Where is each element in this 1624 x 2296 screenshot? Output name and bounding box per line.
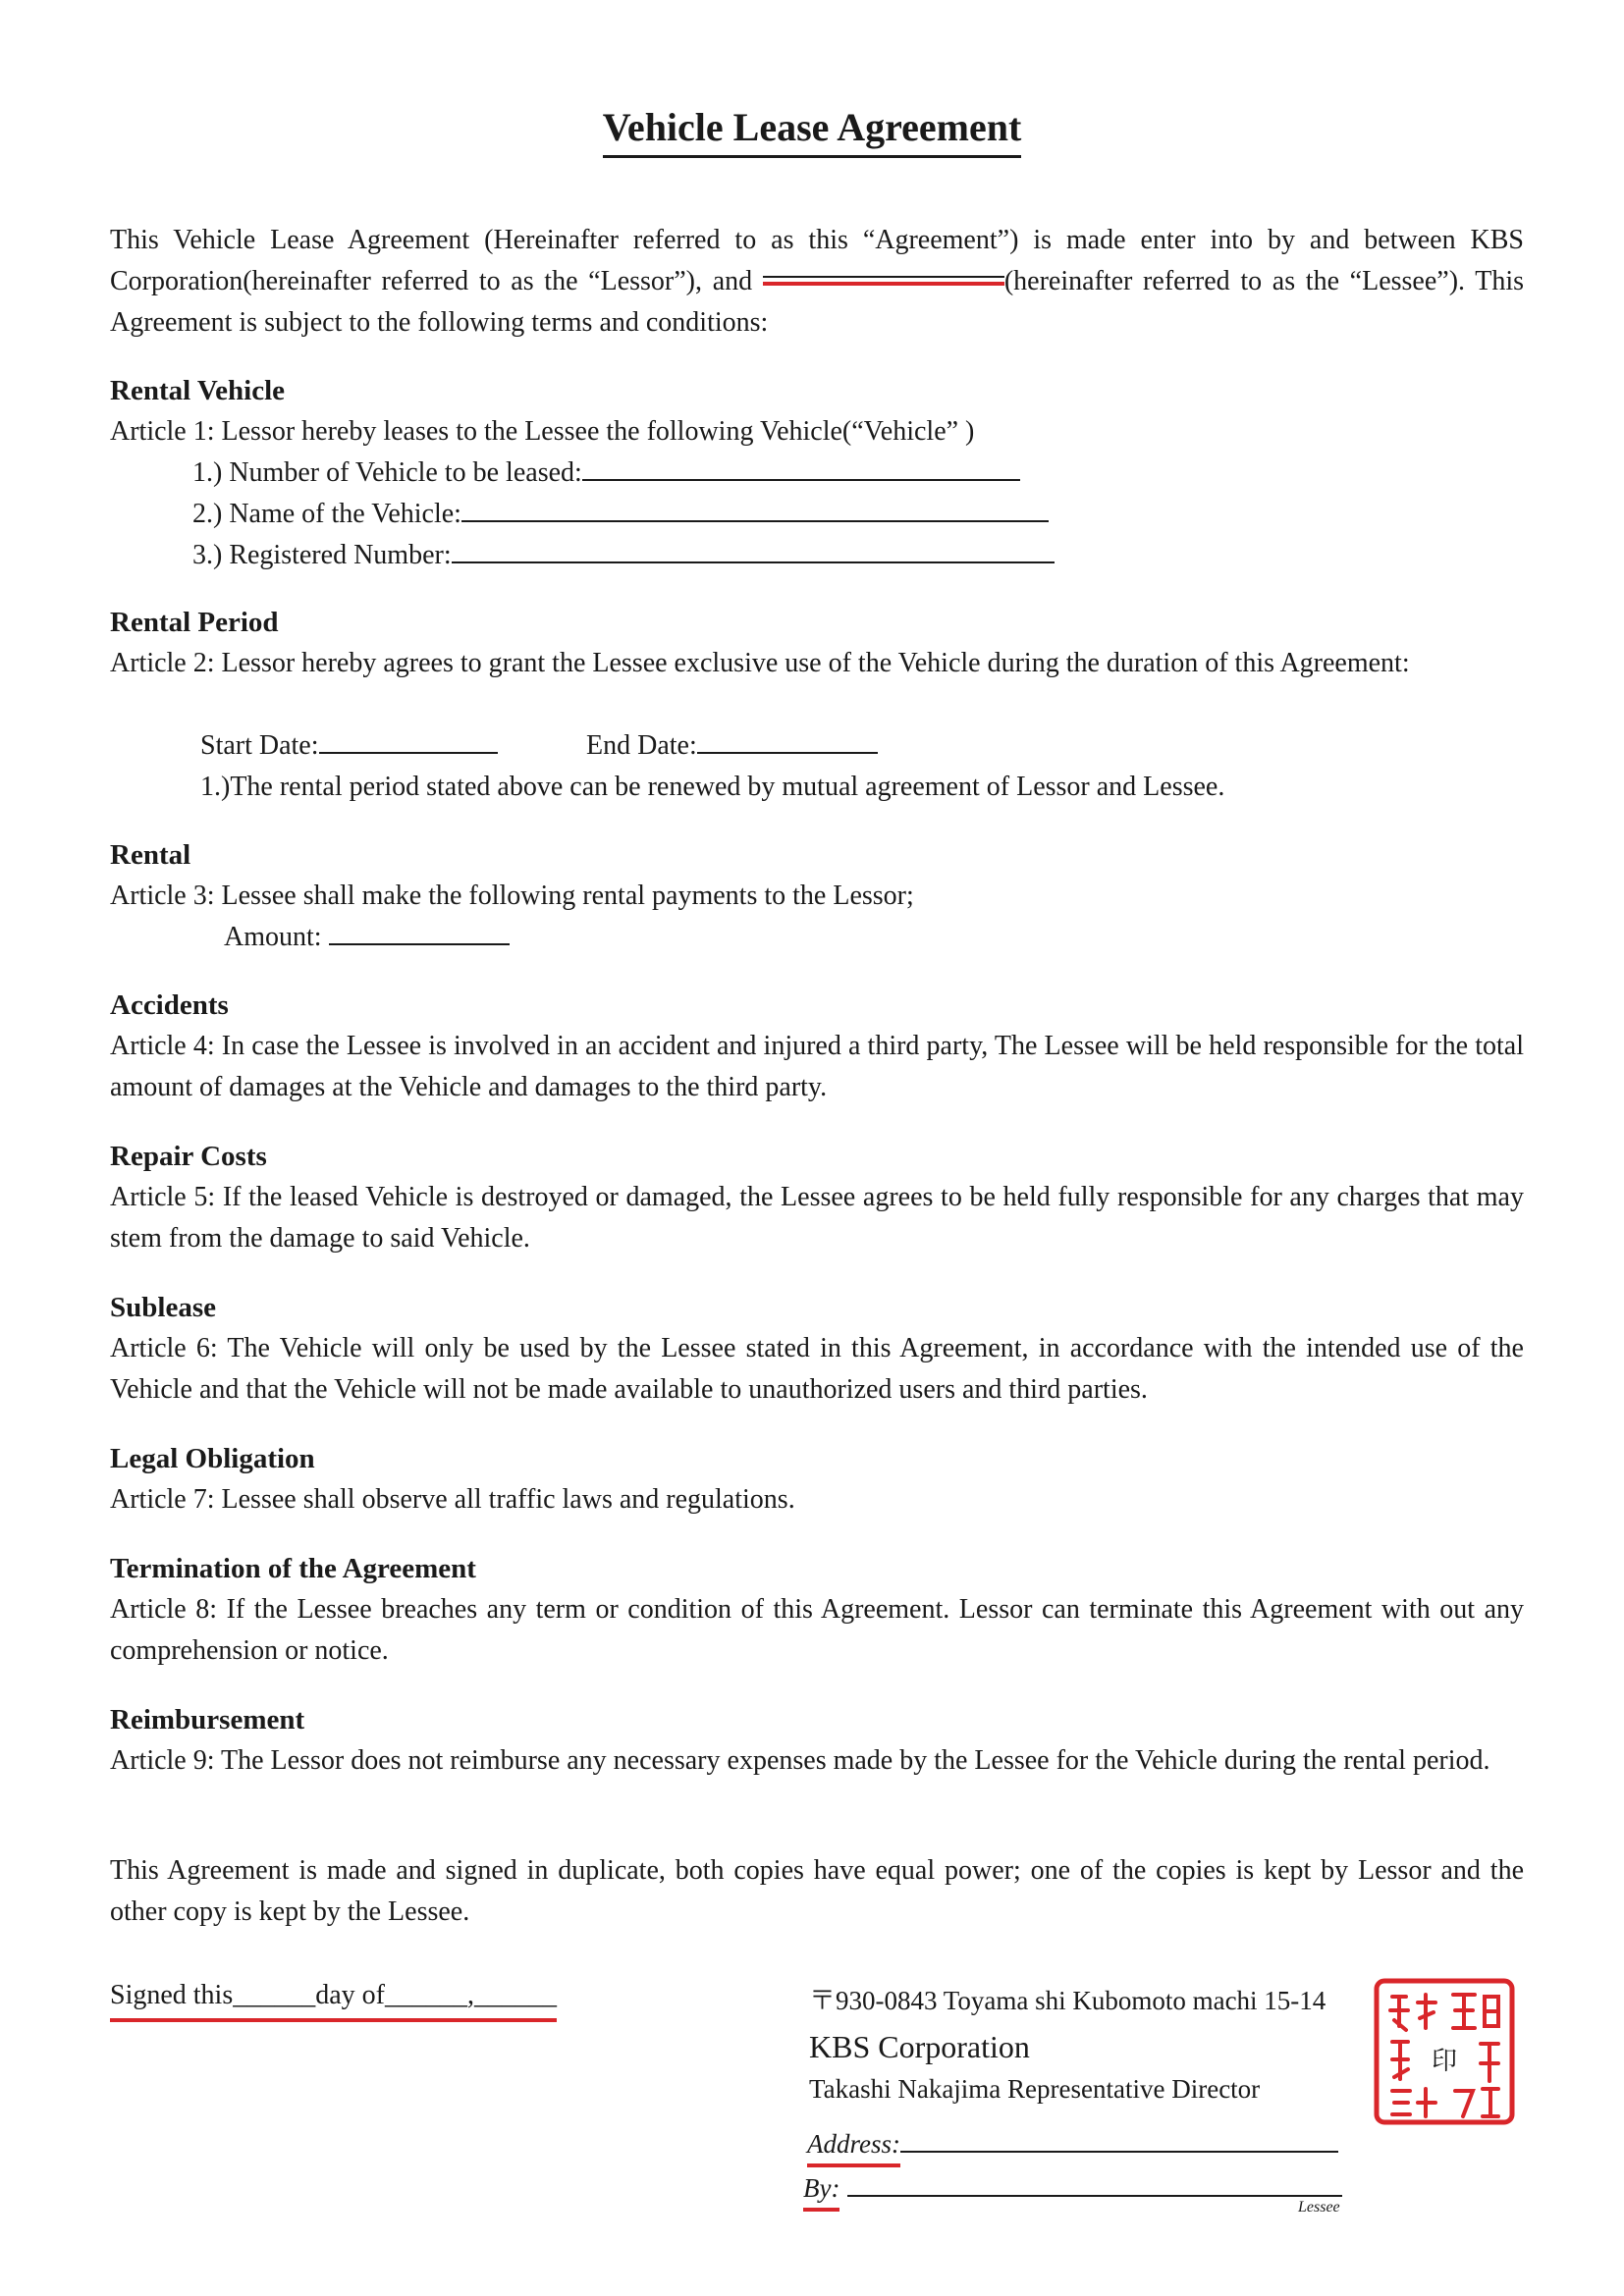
heading-termination: Termination of the Agreement xyxy=(110,1553,476,1584)
registered-number-label: 3.) Registered Number: xyxy=(192,540,452,570)
lessor-representative: Takashi Nakajima Representative Director xyxy=(809,2074,1261,2104)
vehicle-item-2 xyxy=(192,494,1049,535)
heading-accidents: Accidents xyxy=(110,989,229,1021)
article-6: Article 6: The Vehicle will only be used by the Lessee stated in this Agreement, in accordance with the intended use of the Vehicle and that the Vehicle will not be made available to unauthorized users and third parties. xyxy=(110,1333,1524,1405)
lessee-signature-blank[interactable] xyxy=(847,2171,1342,2197)
start-date-row xyxy=(200,725,498,767)
start-date-blank[interactable] xyxy=(319,726,498,754)
company-seal-stamp xyxy=(1371,1975,1518,2128)
lessee-address-blank[interactable] xyxy=(900,2127,1338,2153)
heading-repair-costs: Repair Costs xyxy=(110,1141,267,1172)
heading-rental: Rental xyxy=(110,839,191,871)
vehicle-name-blank[interactable] xyxy=(461,495,1049,522)
lessee-caption: Lessee xyxy=(1298,2199,1340,2216)
lessor-address: 〒930-0843 Toyama shi Kubomoto machi 15-14 xyxy=(809,1986,1326,2015)
article-7: Article 7: Lessee shall observe all traffic laws and regulations. xyxy=(110,1484,795,1515)
vehicle-count-label: 1.) Number of Vehicle to be leased: xyxy=(192,457,582,488)
amount-label: Amount: xyxy=(224,922,329,952)
document-title-wrap xyxy=(0,102,1624,158)
intro-paragraph xyxy=(110,220,1524,344)
heading-rental-period: Rental Period xyxy=(110,607,279,638)
lessee-name-blank[interactable] xyxy=(763,282,1004,286)
vehicle-item-1 xyxy=(192,453,1020,494)
intro-text-part1: This Vehicle Lease Agreement (Hereinafter referred to as this “Agreement”) is made enter into by and between KBS Corporation(hereinafter referred to as the “Lessor”), and xyxy=(110,225,1524,296)
registered-number-blank[interactable] xyxy=(452,536,1055,563)
amount-blank[interactable] xyxy=(329,918,510,945)
lessee-address-label: Address: xyxy=(807,2124,900,2167)
rental-period-note: 1.)The rental period stated above can be renewed by mutual agreement of Lessor and Lessee. xyxy=(200,772,1225,802)
closing-paragraph: This Agreement is made and signed in duplicate, both copies have equal power; one of the copies is kept by Lessor and the other copy is kept by the Lessee. xyxy=(110,1855,1524,1927)
end-date-label: End Date: xyxy=(586,730,697,761)
vehicle-item-3 xyxy=(192,535,1055,576)
article-1: Article 1: Lessor hereby leases to the Lessee the following Vehicle(“Vehicle” ) xyxy=(110,416,975,447)
end-date-blank[interactable] xyxy=(697,726,878,754)
lessor-block xyxy=(809,1981,1359,2109)
heading-sublease: Sublease xyxy=(110,1292,216,1323)
heading-reimbursement: Reimbursement xyxy=(110,1704,305,1735)
article-9: Article 9: The Lessor does not reimburse any necessary expenses made by the Lessee for the Vehicle during the rental period. xyxy=(110,1745,1490,1776)
vehicle-count-blank[interactable] xyxy=(582,454,1020,481)
article-3: Article 3: Lessee shall make the following rental payments to the Lessor; xyxy=(110,881,914,911)
seal-inner-mark: 印 xyxy=(1431,2047,1458,2076)
end-date-row xyxy=(586,725,878,767)
signed-date-line[interactable]: Signed this______day of______,______ xyxy=(110,1975,557,2022)
heading-rental-vehicle: Rental Vehicle xyxy=(110,375,286,406)
lessee-by-label: By: xyxy=(803,2168,839,2212)
heading-legal-obligation: Legal Obligation xyxy=(110,1443,315,1474)
start-date-label: Start Date: xyxy=(200,730,319,761)
article-8: Article 8: If the Lessee breaches any term or condition of this Agreement. Lessor can terminate this Agreement with out any comprehension or notice. xyxy=(110,1594,1524,1666)
lessee-by-row xyxy=(803,2168,1342,2212)
vehicle-name-label: 2.) Name of the Vehicle: xyxy=(192,499,461,529)
document-title: Vehicle Lease Agreement xyxy=(603,102,1022,158)
article-5: Article 5: If the leased Vehicle is destroyed or damaged, the Lessee agrees to be held fully responsible for any charges that may stem from the damage to said Vehicle. xyxy=(110,1182,1524,1254)
lessor-company: KBS Corporation xyxy=(809,2029,1030,2064)
article-2: Article 2: Lessor hereby agrees to grant the Lessee exclusive use of the Vehicle during the duration of this Agreement: xyxy=(110,648,1410,678)
article-4: Article 4: In case the Lessee is involved in an accident and injured a third party, The Lessee will be held responsible for the total amount of damages at the Vehicle and damages to the third party. xyxy=(110,1031,1524,1102)
lessee-address-row xyxy=(807,2124,1338,2167)
intro-text-part2: (hereinafter referred to as the “Lessee”). This Agreement is subject to the following terms and conditions: xyxy=(110,266,1524,338)
amount-row xyxy=(224,917,510,958)
